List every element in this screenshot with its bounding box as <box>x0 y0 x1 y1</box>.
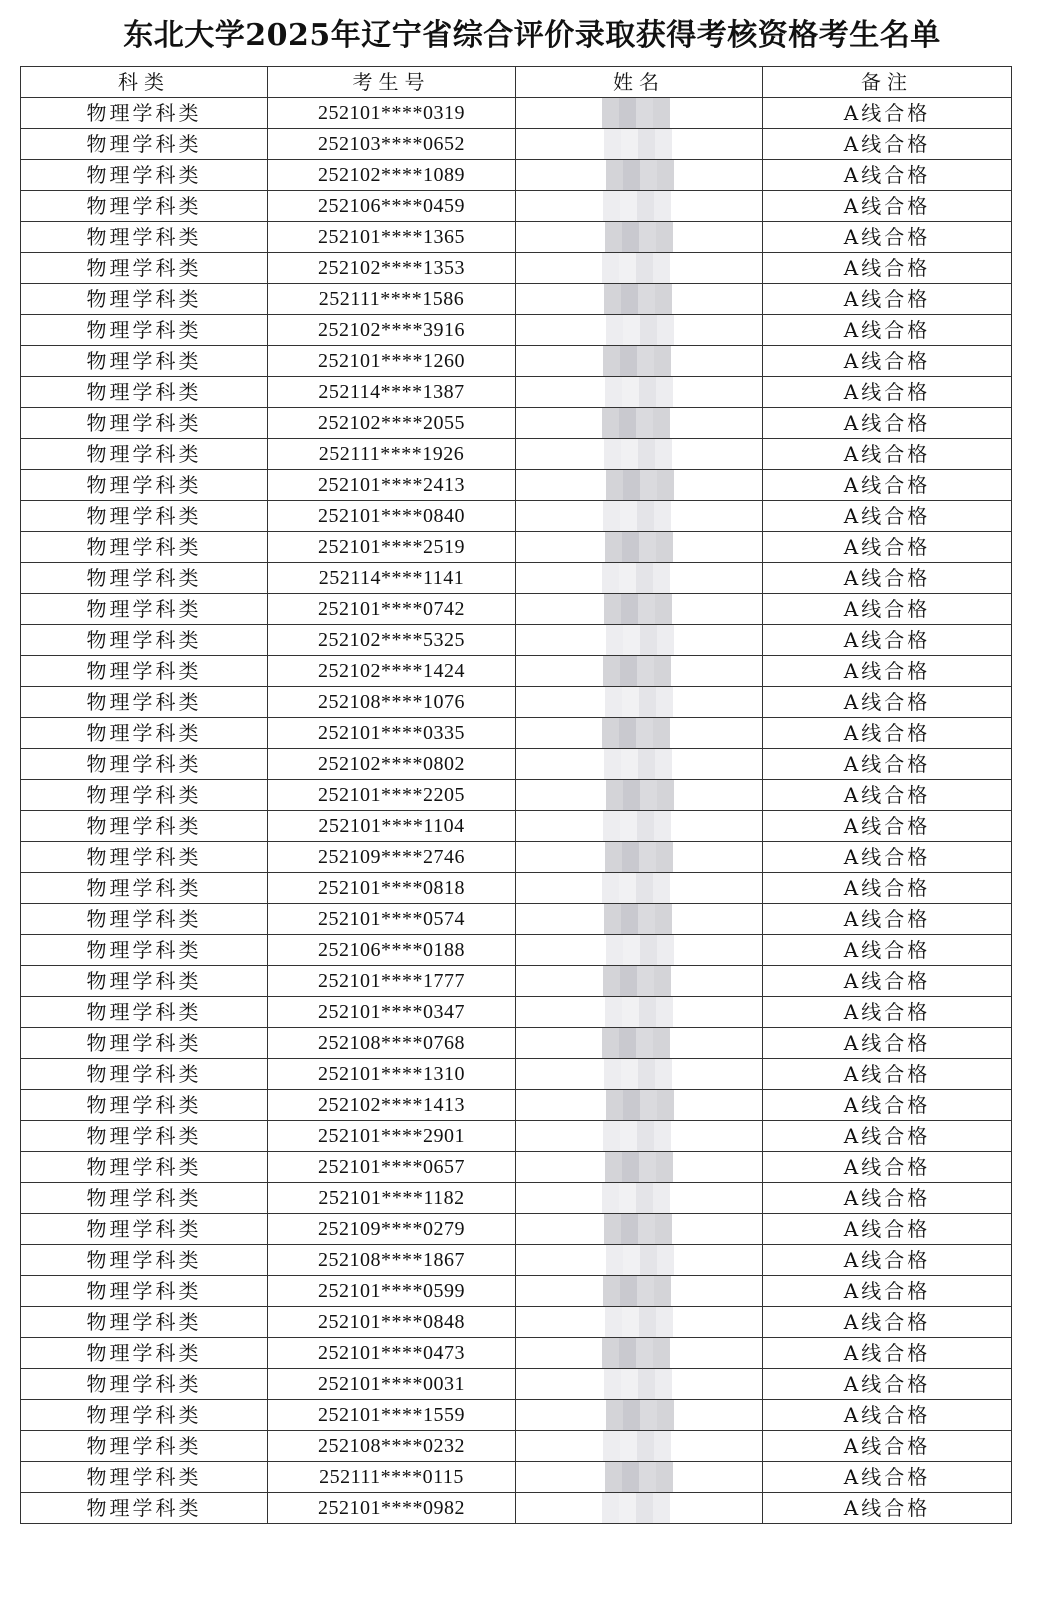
category-cell: 物理学科类 <box>21 191 268 222</box>
category-cell: 物理学科类 <box>21 811 268 842</box>
redaction-mosaic <box>603 1121 671 1151</box>
note-cell: A线合格 <box>763 966 1012 997</box>
category-cell: 物理学科类 <box>21 346 268 377</box>
table-row <box>21 408 1012 439</box>
redaction-mosaic <box>603 501 671 531</box>
category-cell: 物理学科类 <box>21 315 268 346</box>
name-cell-redacted <box>516 594 763 625</box>
exam-id-cell: 252101****0742 <box>268 594 516 625</box>
category-cell: 物理学科类 <box>21 1183 268 1214</box>
exam-id-cell: 252101****0840 <box>268 501 516 532</box>
name-cell-redacted <box>516 687 763 718</box>
category-cell: 物理学科类 <box>21 997 268 1028</box>
category-cell: 物理学科类 <box>21 253 268 284</box>
category-cell: 物理学科类 <box>21 1121 268 1152</box>
note-cell: A线合格 <box>763 1276 1012 1307</box>
redaction-mosaic <box>605 377 673 407</box>
table-row <box>21 346 1012 377</box>
note-cell: A线合格 <box>763 501 1012 532</box>
name-cell-redacted <box>516 470 763 501</box>
category-cell: 物理学科类 <box>21 284 268 315</box>
note-cell: A线合格 <box>763 563 1012 594</box>
name-cell-redacted <box>516 1183 763 1214</box>
name-cell-redacted <box>516 346 763 377</box>
exam-id-cell: 252111****1926 <box>268 439 516 470</box>
exam-id-cell: 252102****1353 <box>268 253 516 284</box>
name-cell-redacted <box>516 222 763 253</box>
table-row <box>21 749 1012 780</box>
category-cell: 物理学科类 <box>21 563 268 594</box>
name-cell-redacted <box>516 656 763 687</box>
table-row <box>21 1307 1012 1338</box>
redaction-mosaic <box>606 315 674 345</box>
table-row <box>21 253 1012 284</box>
redaction-mosaic <box>602 253 670 283</box>
name-cell-redacted <box>516 1462 763 1493</box>
redaction-mosaic <box>605 842 673 872</box>
exam-id-cell: 252101****1559 <box>268 1400 516 1431</box>
category-cell: 物理学科类 <box>21 842 268 873</box>
table-row <box>21 966 1012 997</box>
note-cell: A线合格 <box>763 1462 1012 1493</box>
table-row <box>21 1338 1012 1369</box>
name-cell-redacted <box>516 377 763 408</box>
note-cell: A线合格 <box>763 656 1012 687</box>
exam-id-cell: 252101****0473 <box>268 1338 516 1369</box>
note-cell: A线合格 <box>763 997 1012 1028</box>
redaction-mosaic <box>603 346 671 376</box>
note-cell: A线合格 <box>763 718 1012 749</box>
name-cell-redacted <box>516 1338 763 1369</box>
note-cell: A线合格 <box>763 1431 1012 1462</box>
note-cell: A线合格 <box>763 284 1012 315</box>
category-cell: 物理学科类 <box>21 594 268 625</box>
table-row <box>21 160 1012 191</box>
table-row <box>21 780 1012 811</box>
note-cell: A线合格 <box>763 1369 1012 1400</box>
category-cell: 物理学科类 <box>21 873 268 904</box>
name-cell-redacted <box>516 873 763 904</box>
table-row <box>21 718 1012 749</box>
redaction-mosaic <box>605 222 673 252</box>
exam-id-cell: 252114****1141 <box>268 563 516 594</box>
table-row <box>21 222 1012 253</box>
table-row <box>21 1369 1012 1400</box>
note-cell: A线合格 <box>763 377 1012 408</box>
note-cell: A线合格 <box>763 253 1012 284</box>
name-cell-redacted <box>516 780 763 811</box>
redaction-mosaic <box>604 439 672 469</box>
name-cell-redacted <box>516 997 763 1028</box>
name-cell-redacted <box>516 749 763 780</box>
table-row <box>21 1028 1012 1059</box>
exam-id-cell: 252101****0574 <box>268 904 516 935</box>
exam-id-cell: 252101****2901 <box>268 1121 516 1152</box>
note-cell: A线合格 <box>763 935 1012 966</box>
note-cell: A线合格 <box>763 594 1012 625</box>
redaction-mosaic <box>606 1245 674 1275</box>
exam-id-cell: 252102****5325 <box>268 625 516 656</box>
table-row <box>21 935 1012 966</box>
column-header-category: 科类 <box>21 67 268 98</box>
category-cell: 物理学科类 <box>21 656 268 687</box>
exam-id-cell: 252108****0768 <box>268 1028 516 1059</box>
redaction-mosaic <box>602 1493 670 1523</box>
category-cell: 物理学科类 <box>21 687 268 718</box>
table-row <box>21 532 1012 563</box>
table-row <box>21 1493 1012 1524</box>
note-cell: A线合格 <box>763 749 1012 780</box>
table-row <box>21 501 1012 532</box>
exam-id-cell: 252108****1076 <box>268 687 516 718</box>
note-cell: A线合格 <box>763 315 1012 346</box>
name-cell-redacted <box>516 718 763 749</box>
name-cell-redacted <box>516 129 763 160</box>
category-cell: 物理学科类 <box>21 1214 268 1245</box>
exam-id-cell: 252109****2746 <box>268 842 516 873</box>
name-cell-redacted <box>516 563 763 594</box>
exam-id-cell: 252109****0279 <box>268 1214 516 1245</box>
exam-id-cell: 252108****1867 <box>268 1245 516 1276</box>
redaction-mosaic <box>603 1276 671 1306</box>
exam-id-cell: 252108****0232 <box>268 1431 516 1462</box>
column-header-exam-id: 考生号 <box>268 67 516 98</box>
note-cell: A线合格 <box>763 439 1012 470</box>
table-row <box>21 1245 1012 1276</box>
table-row <box>21 625 1012 656</box>
redaction-mosaic <box>602 98 670 128</box>
exam-id-cell: 252101****0599 <box>268 1276 516 1307</box>
category-cell: 物理学科类 <box>21 1307 268 1338</box>
table-row <box>21 873 1012 904</box>
category-cell: 物理学科类 <box>21 1493 268 1524</box>
table-row <box>21 687 1012 718</box>
name-cell-redacted <box>516 1276 763 1307</box>
exam-id-cell: 252111****0115 <box>268 1462 516 1493</box>
exam-id-cell: 252106****0459 <box>268 191 516 222</box>
redaction-mosaic <box>606 625 674 655</box>
table-row <box>21 315 1012 346</box>
table-row <box>21 1152 1012 1183</box>
exam-id-cell: 252101****1777 <box>268 966 516 997</box>
name-cell-redacted <box>516 842 763 873</box>
redaction-mosaic <box>606 470 674 500</box>
name-cell-redacted <box>516 1431 763 1462</box>
exam-id-cell: 252101****1260 <box>268 346 516 377</box>
exam-id-cell: 252101****2413 <box>268 470 516 501</box>
redaction-mosaic <box>603 656 671 686</box>
table-row <box>21 129 1012 160</box>
note-cell: A线合格 <box>763 1152 1012 1183</box>
redaction-mosaic <box>604 594 672 624</box>
redaction-mosaic <box>604 904 672 934</box>
category-cell: 物理学科类 <box>21 935 268 966</box>
note-cell: A线合格 <box>763 1307 1012 1338</box>
exam-id-cell: 252101****2205 <box>268 780 516 811</box>
name-cell-redacted <box>516 315 763 346</box>
category-cell: 物理学科类 <box>21 1400 268 1431</box>
name-cell-redacted <box>516 1059 763 1090</box>
name-cell-redacted <box>516 532 763 563</box>
name-cell-redacted <box>516 1307 763 1338</box>
category-cell: 物理学科类 <box>21 1059 268 1090</box>
exam-id-cell: 252101****1365 <box>268 222 516 253</box>
redaction-mosaic <box>604 284 672 314</box>
redaction-mosaic <box>602 873 670 903</box>
table-row <box>21 1214 1012 1245</box>
exam-id-cell: 252101****0347 <box>268 997 516 1028</box>
table-row <box>21 904 1012 935</box>
column-header-note: 备注 <box>763 67 1012 98</box>
table-row <box>21 563 1012 594</box>
exam-id-cell: 252101****0657 <box>268 1152 516 1183</box>
table-row <box>21 594 1012 625</box>
note-cell: A线合格 <box>763 873 1012 904</box>
name-cell-redacted <box>516 1152 763 1183</box>
note-cell: A线合格 <box>763 470 1012 501</box>
table-row <box>21 811 1012 842</box>
redaction-mosaic <box>602 718 670 748</box>
table-row <box>21 1276 1012 1307</box>
redaction-mosaic <box>602 1183 670 1213</box>
note-cell: A线合格 <box>763 346 1012 377</box>
table-row <box>21 1090 1012 1121</box>
table-row <box>21 284 1012 315</box>
table-row <box>21 98 1012 129</box>
category-cell: 物理学科类 <box>21 98 268 129</box>
redaction-mosaic <box>606 160 674 190</box>
note-cell: A线合格 <box>763 811 1012 842</box>
redaction-mosaic <box>604 129 672 159</box>
redaction-mosaic <box>606 1400 674 1430</box>
note-cell: A线合格 <box>763 129 1012 160</box>
exam-id-cell: 252111****1586 <box>268 284 516 315</box>
exam-id-cell: 252103****0652 <box>268 129 516 160</box>
category-cell: 物理学科类 <box>21 1028 268 1059</box>
redaction-mosaic <box>605 997 673 1027</box>
name-cell-redacted <box>516 1121 763 1152</box>
exam-id-cell: 252102****1413 <box>268 1090 516 1121</box>
note-cell: A线合格 <box>763 1338 1012 1369</box>
note-cell: A线合格 <box>763 1214 1012 1245</box>
table-row <box>21 997 1012 1028</box>
name-cell-redacted <box>516 811 763 842</box>
note-cell: A线合格 <box>763 1245 1012 1276</box>
redaction-mosaic <box>603 811 671 841</box>
category-cell: 物理学科类 <box>21 501 268 532</box>
category-cell: 物理学科类 <box>21 1152 268 1183</box>
exam-id-cell: 252101****0982 <box>268 1493 516 1524</box>
redaction-mosaic <box>605 1307 673 1337</box>
exam-id-cell: 252101****2519 <box>268 532 516 563</box>
table-row <box>21 1121 1012 1152</box>
note-cell: A线合格 <box>763 222 1012 253</box>
note-cell: A线合格 <box>763 842 1012 873</box>
note-cell: A线合格 <box>763 98 1012 129</box>
table-row <box>21 470 1012 501</box>
name-cell-redacted <box>516 1090 763 1121</box>
name-cell-redacted <box>516 1245 763 1276</box>
exam-id-cell: 252101****0319 <box>268 98 516 129</box>
category-cell: 物理学科类 <box>21 780 268 811</box>
redaction-mosaic <box>602 563 670 593</box>
table-row <box>21 377 1012 408</box>
exam-id-cell: 252102****2055 <box>268 408 516 439</box>
exam-id-cell: 252102****1424 <box>268 656 516 687</box>
note-cell: A线合格 <box>763 160 1012 191</box>
name-cell-redacted <box>516 253 763 284</box>
category-cell: 物理学科类 <box>21 1369 268 1400</box>
exam-id-cell: 252114****1387 <box>268 377 516 408</box>
name-cell-redacted <box>516 1493 763 1524</box>
note-cell: A线合格 <box>763 1183 1012 1214</box>
name-cell-redacted <box>516 904 763 935</box>
table-row <box>21 1059 1012 1090</box>
redaction-mosaic <box>605 687 673 717</box>
note-cell: A线合格 <box>763 1400 1012 1431</box>
table-row <box>21 1462 1012 1493</box>
note-cell: A线合格 <box>763 904 1012 935</box>
redaction-mosaic <box>604 1059 672 1089</box>
name-cell-redacted <box>516 935 763 966</box>
name-cell-redacted <box>516 408 763 439</box>
note-cell: A线合格 <box>763 191 1012 222</box>
category-cell: 物理学科类 <box>21 1245 268 1276</box>
note-cell: A线合格 <box>763 532 1012 563</box>
redaction-mosaic <box>605 1462 673 1492</box>
exam-id-cell: 252106****0188 <box>268 935 516 966</box>
exam-id-cell: 252101****0818 <box>268 873 516 904</box>
category-cell: 物理学科类 <box>21 470 268 501</box>
name-cell-redacted <box>516 966 763 997</box>
table-row <box>21 842 1012 873</box>
category-cell: 物理学科类 <box>21 532 268 563</box>
exam-id-cell: 252101****0848 <box>268 1307 516 1338</box>
redaction-mosaic <box>602 408 670 438</box>
redaction-mosaic <box>602 1028 670 1058</box>
redaction-mosaic <box>603 1431 671 1461</box>
redaction-mosaic <box>604 749 672 779</box>
category-cell: 物理学科类 <box>21 1276 268 1307</box>
redaction-mosaic <box>606 780 674 810</box>
category-cell: 物理学科类 <box>21 129 268 160</box>
exam-id-cell: 252101****1310 <box>268 1059 516 1090</box>
redaction-mosaic <box>604 1369 672 1399</box>
redaction-mosaic <box>605 1152 673 1182</box>
name-cell-redacted <box>516 160 763 191</box>
note-cell: A线合格 <box>763 780 1012 811</box>
exam-id-cell: 252101****1182 <box>268 1183 516 1214</box>
category-cell: 物理学科类 <box>21 439 268 470</box>
table-body <box>21 98 1012 1524</box>
exam-id-cell: 252102****1089 <box>268 160 516 191</box>
redaction-mosaic <box>602 1338 670 1368</box>
table-row <box>21 1183 1012 1214</box>
name-cell-redacted <box>516 625 763 656</box>
name-cell-redacted <box>516 284 763 315</box>
category-cell: 物理学科类 <box>21 1338 268 1369</box>
note-cell: A线合格 <box>763 1059 1012 1090</box>
table-header-row <box>21 67 1012 98</box>
category-cell: 物理学科类 <box>21 1462 268 1493</box>
category-cell: 物理学科类 <box>21 625 268 656</box>
redaction-mosaic <box>606 935 674 965</box>
name-cell-redacted <box>516 501 763 532</box>
candidate-table <box>20 66 1012 1524</box>
note-cell: A线合格 <box>763 1028 1012 1059</box>
exam-id-cell: 252102****3916 <box>268 315 516 346</box>
redaction-mosaic <box>606 1090 674 1120</box>
note-cell: A线合格 <box>763 687 1012 718</box>
category-cell: 物理学科类 <box>21 904 268 935</box>
note-cell: A线合格 <box>763 1493 1012 1524</box>
category-cell: 物理学科类 <box>21 408 268 439</box>
category-cell: 物理学科类 <box>21 222 268 253</box>
column-header-name: 姓名 <box>516 67 763 98</box>
name-cell-redacted <box>516 1400 763 1431</box>
name-cell-redacted <box>516 1028 763 1059</box>
category-cell: 物理学科类 <box>21 1431 268 1462</box>
note-cell: A线合格 <box>763 408 1012 439</box>
note-cell: A线合格 <box>763 1090 1012 1121</box>
note-cell: A线合格 <box>763 625 1012 656</box>
name-cell-redacted <box>516 439 763 470</box>
redaction-mosaic <box>604 1214 672 1244</box>
table-row <box>21 1400 1012 1431</box>
redaction-mosaic <box>605 532 673 562</box>
name-cell-redacted <box>516 1214 763 1245</box>
redaction-mosaic <box>603 966 671 996</box>
exam-id-cell: 252101****0031 <box>268 1369 516 1400</box>
exam-id-cell: 252101****0335 <box>268 718 516 749</box>
document-title: 东北大学2025年辽宁省综合评价录取获得考核资格考生名单 <box>123 18 941 53</box>
category-cell: 物理学科类 <box>21 1090 268 1121</box>
note-cell: A线合格 <box>763 1121 1012 1152</box>
table-row <box>21 656 1012 687</box>
table-row <box>21 1431 1012 1462</box>
category-cell: 物理学科类 <box>21 718 268 749</box>
name-cell-redacted <box>516 191 763 222</box>
category-cell: 物理学科类 <box>21 160 268 191</box>
redaction-mosaic <box>603 191 671 221</box>
exam-id-cell: 252101****1104 <box>268 811 516 842</box>
table-row <box>21 439 1012 470</box>
exam-id-cell: 252102****0802 <box>268 749 516 780</box>
category-cell: 物理学科类 <box>21 966 268 997</box>
table-row <box>21 191 1012 222</box>
category-cell: 物理学科类 <box>21 377 268 408</box>
name-cell-redacted <box>516 1369 763 1400</box>
category-cell: 物理学科类 <box>21 749 268 780</box>
name-cell-redacted <box>516 98 763 129</box>
